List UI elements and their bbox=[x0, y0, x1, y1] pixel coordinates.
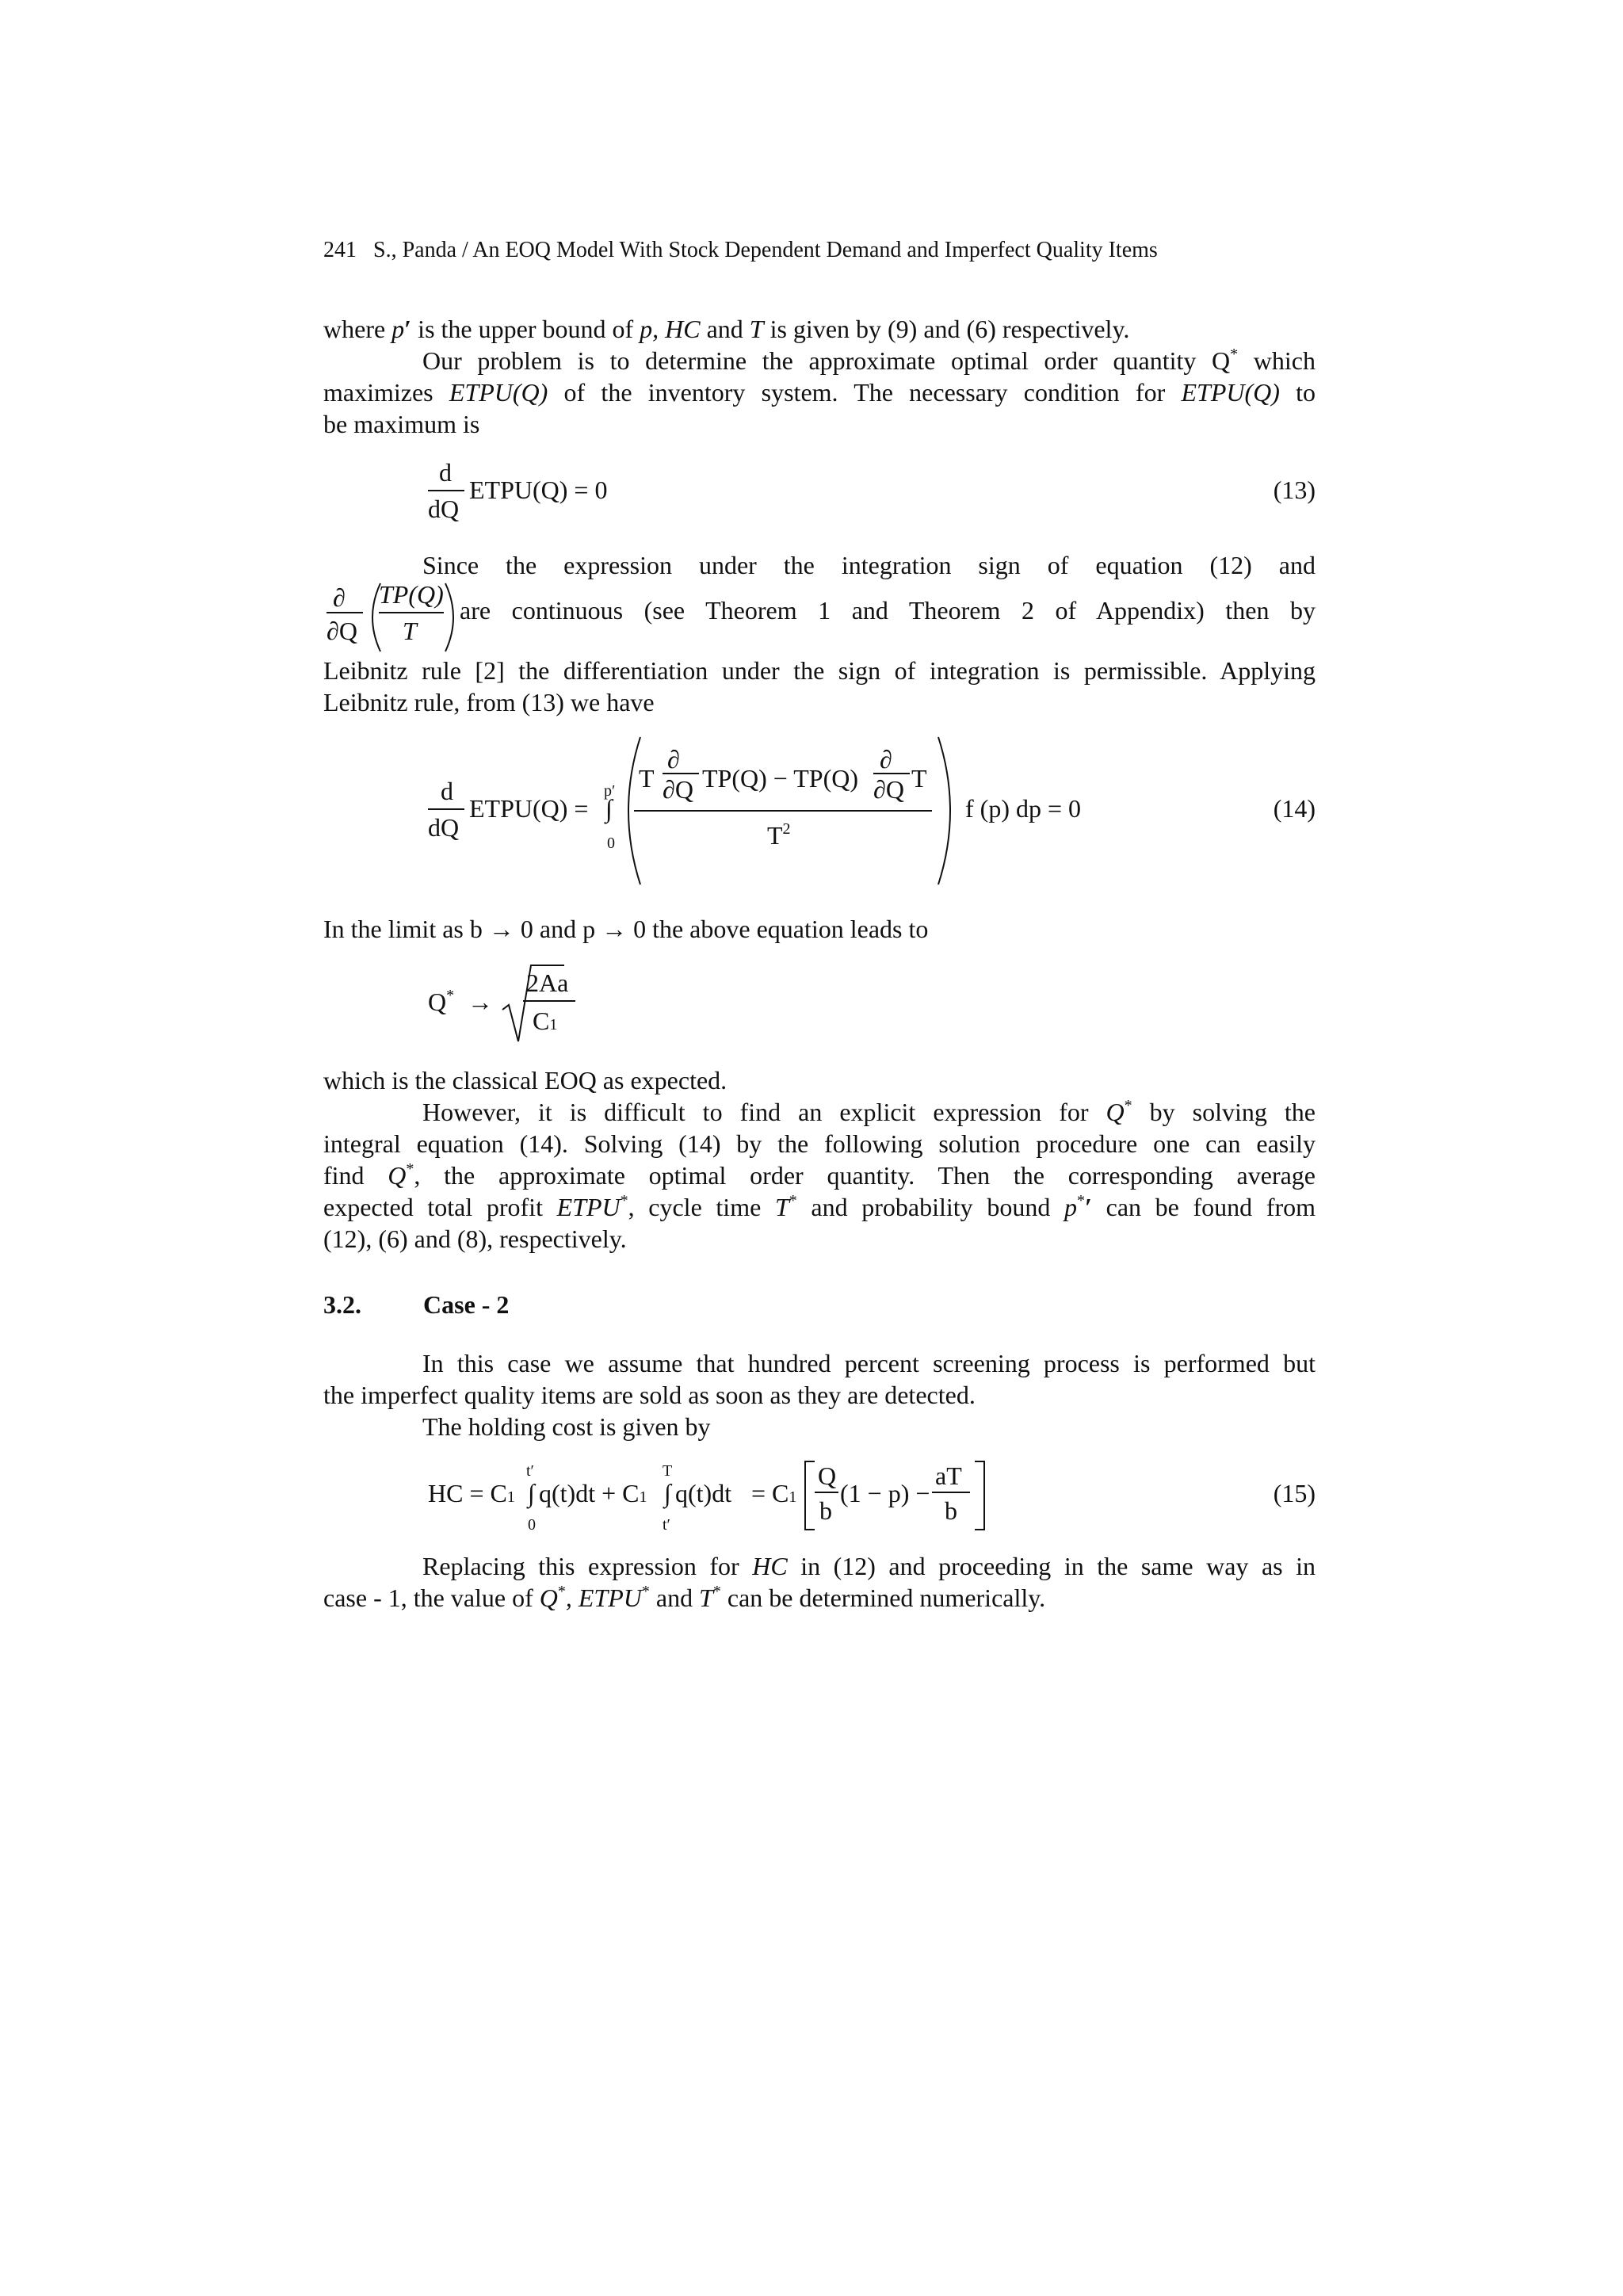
left-bracket bbox=[802, 1460, 818, 1531]
section-heading bbox=[323, 1289, 1316, 1320]
section-number: 3.2. bbox=[323, 1290, 361, 1319]
fraction-bar bbox=[634, 810, 932, 812]
right-bracket bbox=[972, 1460, 987, 1531]
para2-line2: are continuous (see Theorem 1 and Theorem 2 of Appendix) then by bbox=[460, 596, 1316, 625]
para4-line2: However, it is difficult to find an explicit expression for Q* by solving the bbox=[422, 1097, 1316, 1126]
para2-line4: Leibnitz rule, from (13) we have bbox=[323, 688, 655, 716]
para4-line4: find Q*, the approximate optimal order quantity. Then the corresponding average bbox=[323, 1160, 1316, 1190]
equation-number: (15) bbox=[1273, 1479, 1316, 1507]
section-title: Case - 2 bbox=[423, 1290, 510, 1319]
para4-line6: (12), (6) and (8), respectively. bbox=[323, 1224, 627, 1253]
para1-line2: Our problem is to determine the approximate optimal order quantity Q* which bbox=[422, 346, 1316, 375]
para6-line2: case - 1, the value of Q*, ETPU* and T* can be determined numerically. bbox=[323, 1583, 1046, 1612]
para1-line1: where p′ is the upper bound of p, HC and T is given by (9) and (6) respectively. bbox=[323, 315, 1130, 343]
para4-line5: expected total profit ETPU*, cycle time T* and probability bound p*′ can be found from bbox=[323, 1192, 1316, 1221]
right-paren bbox=[932, 735, 964, 886]
para3-line1: In the limit as b → 0 and p → 0 the above equation leads to bbox=[323, 915, 929, 943]
para4-line3: integral equation (14). Solving (14) by the following solution procedure one can easily bbox=[323, 1129, 1316, 1158]
para5-line2: the imperfect quality items are sold as soon as they are detected. bbox=[323, 1381, 976, 1409]
para5-line3: The holding cost is given by bbox=[422, 1412, 711, 1441]
page-number: 241 bbox=[323, 238, 357, 262]
fraction-bar bbox=[428, 490, 464, 491]
para2-line3: Leibnitz rule [2] the differentiation under the sign of integration is permissible. Applying bbox=[323, 656, 1316, 685]
para5-line1: In this case we assume that hundred percent screening process is performed but bbox=[422, 1349, 1316, 1377]
running-header bbox=[323, 235, 1316, 266]
para2-line1: Since the expression under the integration sign of equation (12) and bbox=[422, 551, 1316, 579]
equation-number: (14) bbox=[1273, 794, 1316, 823]
running-title: S., Panda / An EOQ Model With Stock Dependent Demand and Imperfect Quality Items bbox=[373, 238, 1158, 262]
para1-line3: maximizes ETPU(Q) of the inventory system. The necessary condition for ETPU(Q) to bbox=[323, 378, 1316, 407]
para4-line1: which is the classical EOQ as expected. bbox=[323, 1066, 727, 1095]
para6-line1: Replacing this expression for HC in (12) and proceeding in the same way as in bbox=[422, 1552, 1316, 1580]
para1-line4: be maximum is bbox=[323, 410, 480, 438]
equation-number: (13) bbox=[1273, 476, 1316, 504]
